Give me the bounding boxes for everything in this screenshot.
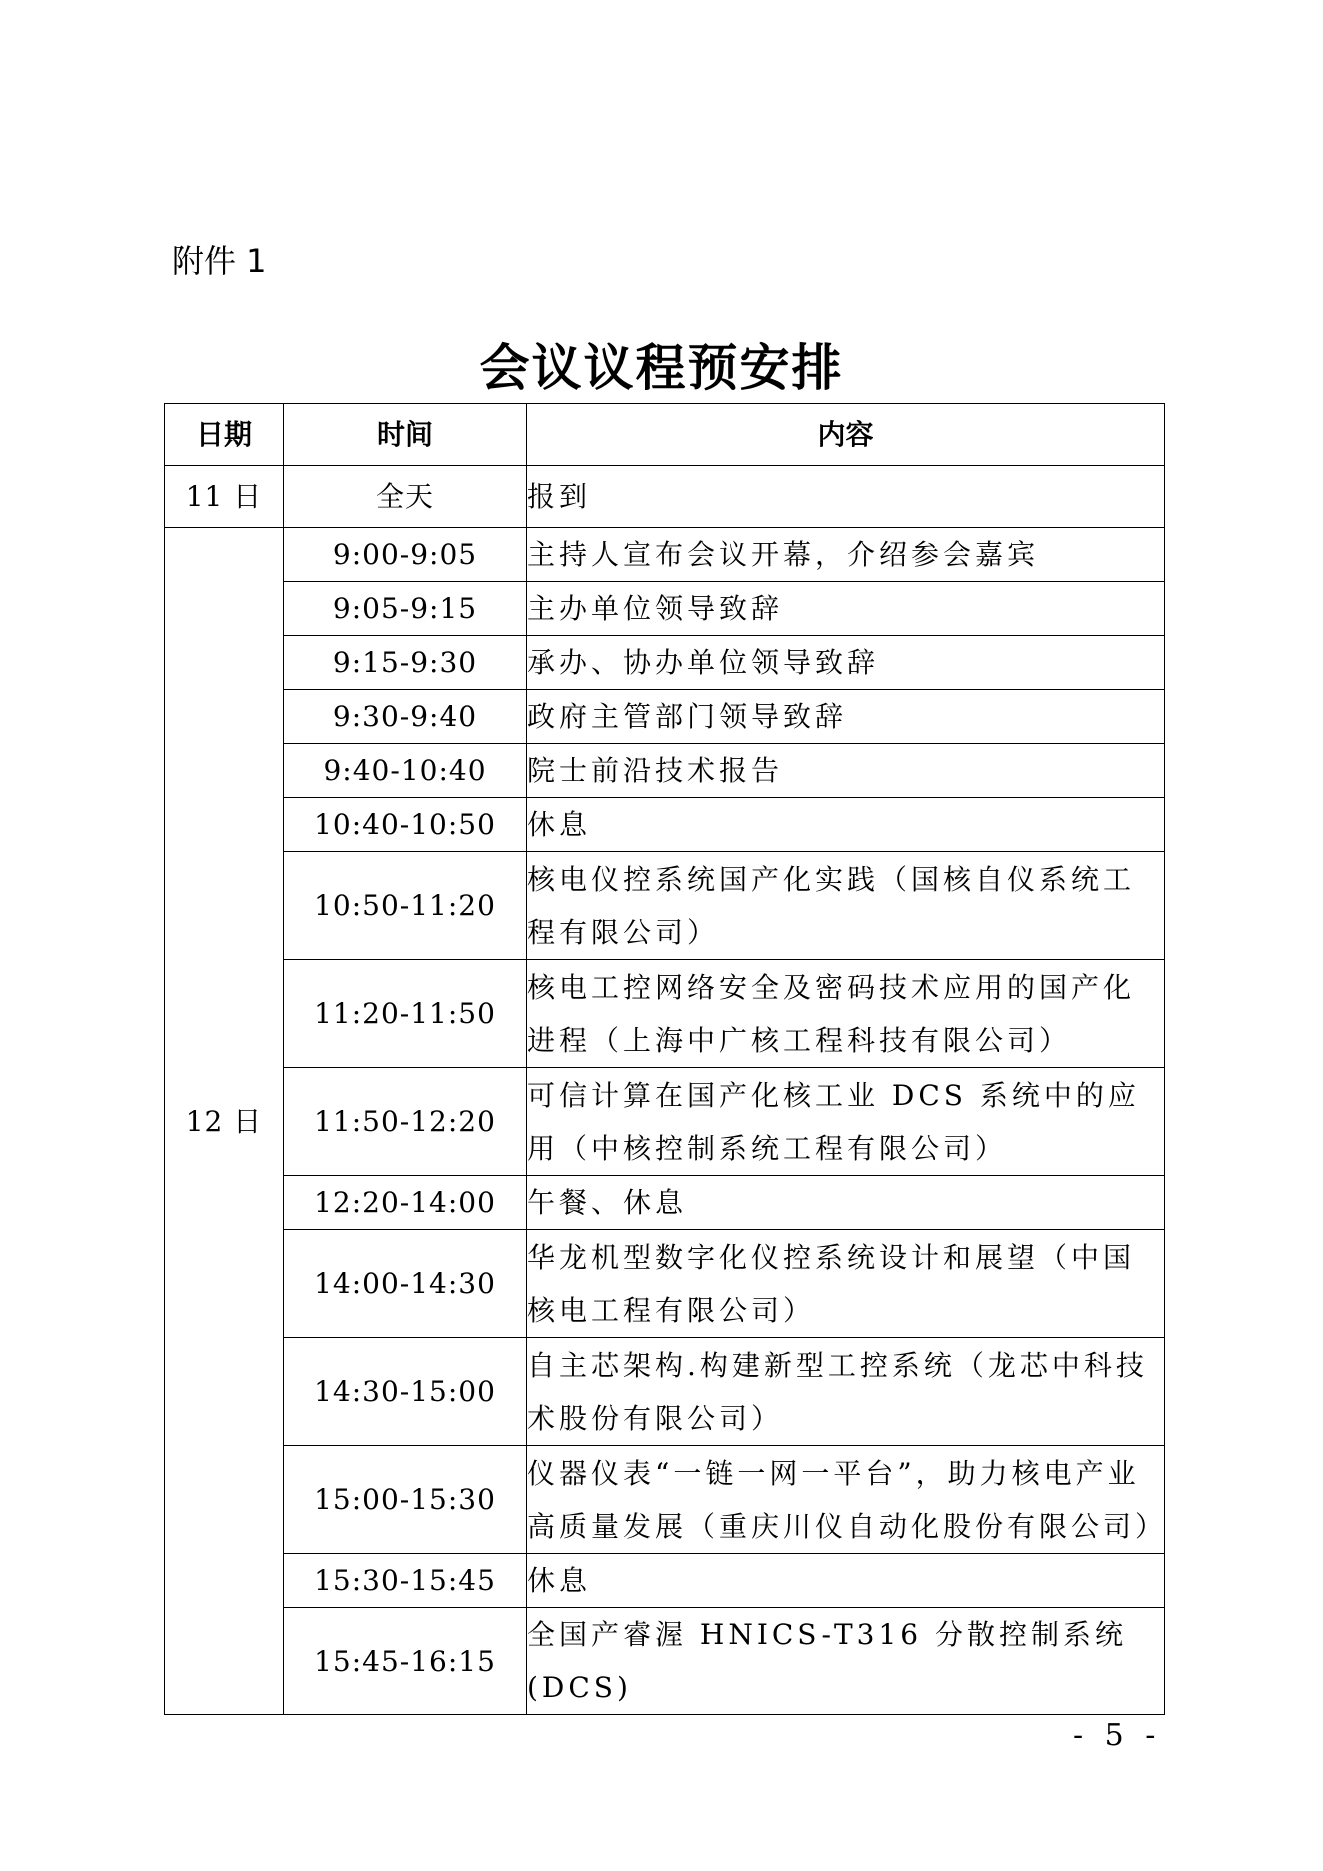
table-row [165, 960, 1165, 1068]
time-cell: 15:30-15:45 [284, 1554, 527, 1608]
table-row [165, 690, 1165, 744]
content-cell: 休息 [527, 1554, 1165, 1608]
time-cell: 10:50-11:20 [284, 852, 527, 960]
page-number: - 5 - [1073, 1718, 1162, 1753]
time-cell: 9:30-9:40 [284, 690, 527, 744]
date-cell: 12 日 [165, 528, 284, 1715]
time-cell: 11:50-12:20 [284, 1068, 527, 1176]
header-content: 内容 [527, 404, 1165, 466]
agenda-table [164, 403, 1168, 1715]
table-row [165, 636, 1165, 690]
time-cell: 10:40-10:50 [284, 798, 527, 852]
content-cell: 仪器仪表“一链一网一平台”，助力核电产业高质量发展（重庆川仪自动化股份有限公司） [527, 1446, 1165, 1554]
table-row [165, 798, 1165, 852]
content-cell: 主持人宣布会议开幕，介绍参会嘉宾 [527, 528, 1165, 582]
table-row [165, 1230, 1165, 1338]
table-row [165, 582, 1165, 636]
table-row [165, 744, 1165, 798]
content-cell: 全国产睿渥 HNICS-T316 分散控制系统(DCS) [527, 1608, 1165, 1715]
table-row [165, 528, 1165, 582]
table-row [165, 1068, 1165, 1176]
table-row [165, 1554, 1165, 1608]
table-row [165, 466, 1165, 528]
content-cell: 报到 [527, 466, 1165, 528]
table-row [165, 1446, 1165, 1554]
time-cell: 15:00-15:30 [284, 1446, 527, 1554]
time-cell: 9:00-9:05 [284, 528, 527, 582]
time-cell: 11:20-11:50 [284, 960, 527, 1068]
attachment-label: 附件 1 [172, 242, 267, 280]
table-row [165, 1176, 1165, 1230]
time-cell: 全天 [284, 466, 527, 528]
table-row [165, 1608, 1165, 1715]
time-cell: 9:15-9:30 [284, 636, 527, 690]
header-time: 时间 [284, 404, 527, 466]
time-cell: 9:40-10:40 [284, 744, 527, 798]
page-title: 会议议程预安排 [479, 338, 844, 397]
table-header-row [165, 404, 1165, 466]
content-cell: 承办、协办单位领导致辞 [527, 636, 1165, 690]
time-cell: 12:20-14:00 [284, 1176, 527, 1230]
content-cell: 核电工控网络安全及密码技术应用的国产化进程（上海中广核工程科技有限公司） [527, 960, 1165, 1068]
header-date: 日期 [165, 404, 284, 466]
content-cell: 自主芯架构.构建新型工控系统（龙芯中科技术股份有限公司） [527, 1338, 1165, 1446]
content-cell: 主办单位领导致辞 [527, 582, 1165, 636]
date-cell: 11 日 [165, 466, 284, 528]
content-cell: 休息 [527, 798, 1165, 852]
time-cell: 14:30-15:00 [284, 1338, 527, 1446]
table-row [165, 1338, 1165, 1446]
time-cell: 9:05-9:15 [284, 582, 527, 636]
content-cell: 院士前沿技术报告 [527, 744, 1165, 798]
content-cell: 政府主管部门领导致辞 [527, 690, 1165, 744]
time-cell: 15:45-16:15 [284, 1608, 527, 1715]
content-cell: 核电仪控系统国产化实践（国核自仪系统工程有限公司） [527, 852, 1165, 960]
content-cell: 午餐、休息 [527, 1176, 1165, 1230]
table-row [165, 852, 1165, 960]
content-cell: 可信计算在国产化核工业 DCS 系统中的应用（中核控制系统工程有限公司） [527, 1068, 1165, 1176]
content-cell: 华龙机型数字化仪控系统设计和展望（中国核电工程有限公司） [527, 1230, 1165, 1338]
time-cell: 14:00-14:30 [284, 1230, 527, 1338]
